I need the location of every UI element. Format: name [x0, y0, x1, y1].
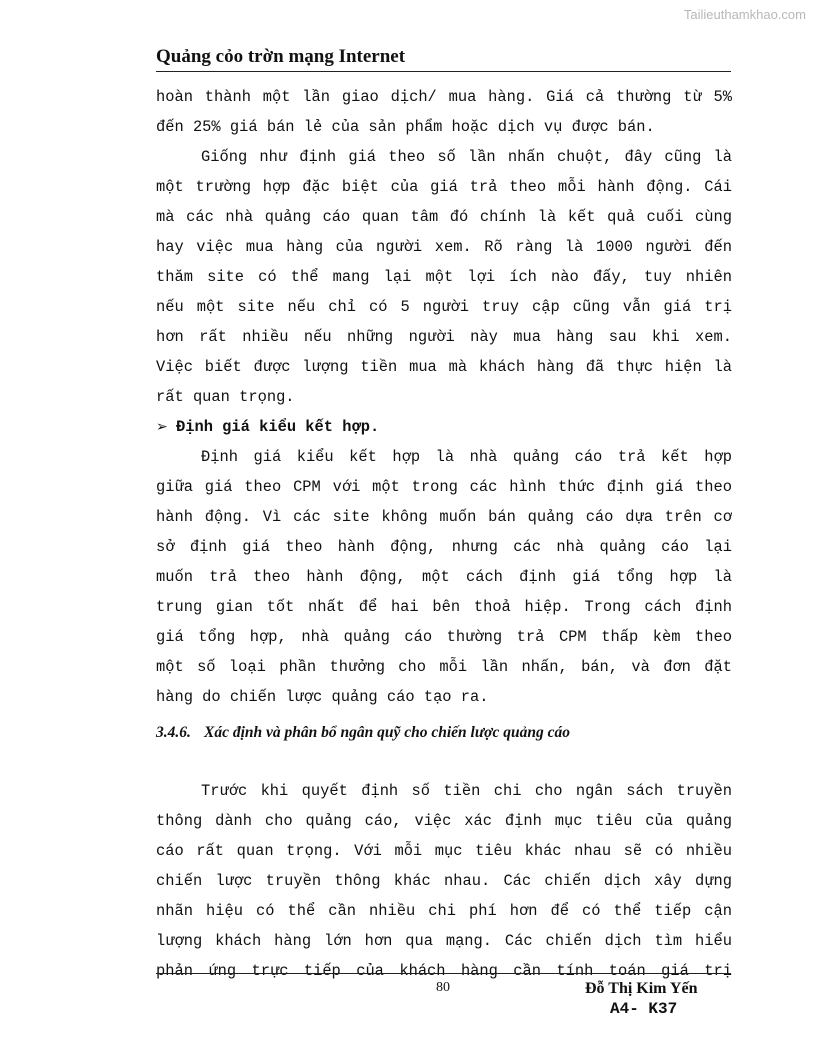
text-line: hay việc mua hàng của người xem. Rõ ràng là 1000 người đến — [156, 238, 732, 256]
text-line: nếu một site nếu chỉ có 5 người truy cập cũng vẫn giá trị — [156, 298, 732, 316]
text-line: giữa giá theo CPM với một trong các hình thức định giá theo — [156, 478, 732, 496]
paragraph-3 — [156, 442, 732, 712]
section-title: Xác định và phân bổ ngân quỹ cho chiến lược quảng cáo — [204, 724, 570, 741]
text-line: mà các nhà quảng cáo quan tâm đó chính là kết quả cuối cùng — [156, 208, 732, 226]
text-line: một số loại phần thưởng cho mỗi lần nhấn, bán, và đơn đặt — [156, 658, 732, 676]
section-number: 3.4.6. — [156, 724, 191, 741]
text-line: thăm site có thể mang lại một lợi ích nào đấy, tuy nhiên — [156, 268, 732, 286]
text-line: nhãn hiệu có thể cần nhiều chi phí hơn để có thể tiếp cận — [156, 902, 732, 920]
author-name: Đỗ Thị Kim Yến — [585, 980, 698, 997]
class-code: A4- K37 — [610, 1000, 678, 1018]
text-line: hàng do chiến lược quảng cáo tạo ra. — [156, 688, 489, 706]
text-line: hoàn thành một lần giao dịch/ mua hàng. Giá cả thường từ 5% — [156, 88, 732, 106]
text-line: Định giá kiểu kết hợp là nhà quảng cáo trả kết hợp — [201, 448, 732, 466]
document-body — [156, 82, 732, 986]
text-line: thông dành cho quảng cáo, việc xác định mục tiêu của quảng — [156, 812, 732, 830]
text-line: hành động. Vì các site không muốn bán quảng cáo dựa trên cơ — [156, 508, 732, 526]
text-line: phản ứng trực tiếp của khách hàng cần tính toán giá trị — [156, 962, 732, 980]
bullet-heading-text: Định giá kiểu kết hợp. — [176, 418, 380, 436]
bullet-heading — [156, 412, 732, 442]
paragraph-2 — [156, 142, 732, 412]
arrow-bullet-icon: ➢ — [156, 419, 168, 435]
text-line: Trước khi quyết định số tiền chi cho ngân sách truyền — [201, 782, 732, 800]
section-heading — [156, 718, 732, 748]
text-line: lượng khách hàng lớn hơn qua mạng. Các chiến dịch tìm hiểu — [156, 932, 732, 950]
text-line: Giống như định giá theo số lần nhấn chuột, đây cũng là — [201, 148, 732, 166]
text-line: chiến lược truyền thông khác nhau. Các chiến dịch xây dựng — [156, 872, 732, 890]
text-line: hơn rất nhiều nếu những người này mua hàng sau khi xem. — [156, 328, 732, 346]
page-header-title: Quảng cỏo trờn mạng Internet — [156, 46, 406, 67]
page-number: 80 — [436, 980, 450, 995]
watermark: Tailieuthamkhao.com — [683, 7, 806, 22]
text-line: trung gian tốt nhất để hai bên thoả hiệp. Trong cách định — [156, 598, 732, 616]
text-line: giá tổng hợp, nhà quảng cáo thường trả CPM thấp kèm theo — [156, 628, 732, 646]
text-line: muốn trả theo hành động, một cách định giá tổng hợp là — [156, 568, 732, 586]
text-line: rất quan trọng. — [156, 388, 295, 406]
text-line: đến 25% giá bán lẻ của sản phẩm hoặc dịch vụ được bán. — [156, 118, 655, 136]
text-line: Việc biết được lượng tiền mua mà khách hàng đã thực hiện là — [156, 358, 732, 376]
paragraph-1 — [156, 82, 732, 142]
text-line: một trường hợp đặc biệt của giá trả theo mỗi hành động. Cái — [156, 178, 732, 196]
text-line: sở định giá theo hành động, nhưng các nhà quảng cáo lại — [156, 538, 732, 556]
footer-divider — [156, 973, 731, 974]
paragraph-4 — [156, 776, 732, 986]
header-divider — [156, 71, 731, 72]
text-line: cáo rất quan trọng. Với mỗi mục tiêu khác nhau sẽ có nhiều — [156, 842, 732, 860]
